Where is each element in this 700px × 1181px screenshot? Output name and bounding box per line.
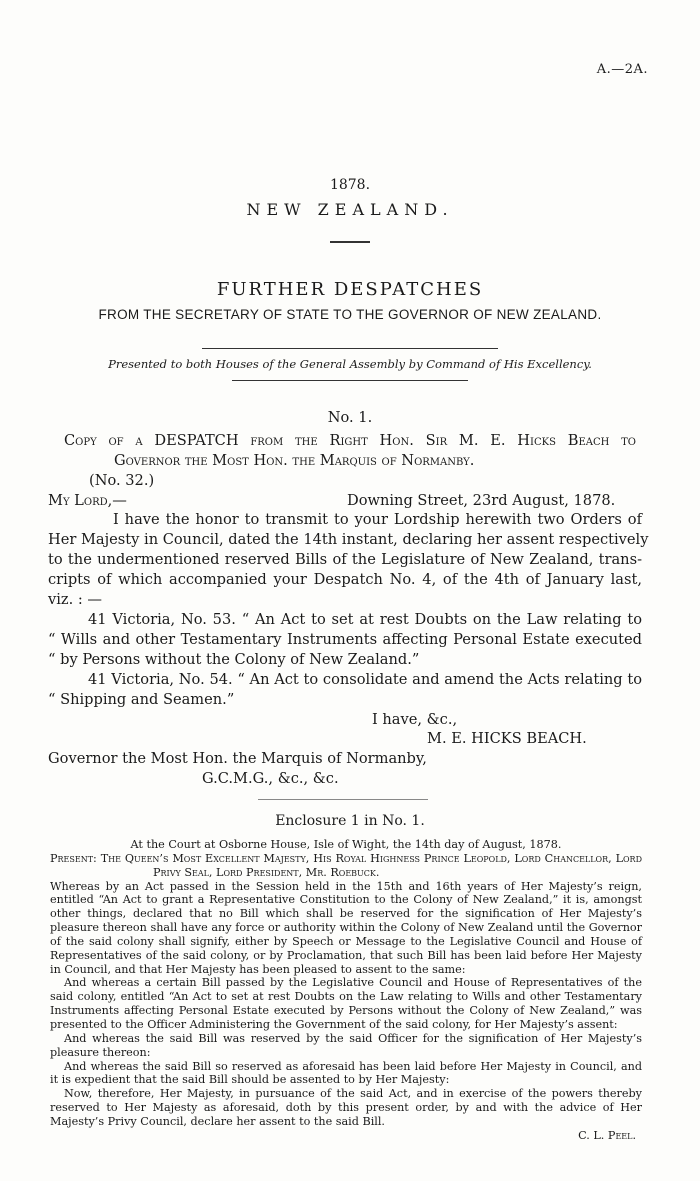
salutation: My Lord,— [48, 492, 127, 509]
despatch-number: No. 1. [327, 409, 373, 426]
divider-short [330, 241, 370, 243]
divider-enclosure [258, 799, 428, 800]
enclosure-body [50, 838, 642, 1143]
enclosure-heading: Enclosure 1 in No. 1. [275, 813, 425, 829]
paper-code: A.—2A. [596, 62, 648, 77]
order-paragraph: And whereas the said Bill was reserved by the said Officer for the signification of Her Majesty’s pleasure thereon: [50, 1031, 642, 1059]
para-line: to the undermentioned reserved Bills of the Legislature of New Zealand, trans- [48, 551, 642, 568]
addressee-line-1: Governor the Most Hon. the Marquis of Normanby, [48, 750, 427, 767]
order-paragraph: Now, therefore, Her Majesty, in pursuance of the said Act, and in exercise of the powers thereby reserved to Her Majesty as aforesaid, doth by this present order, by and with the advice of Her Majesty’s Privy Council, declare her assent to the said Bill. [50, 1087, 642, 1128]
court-line: At the Court at Osborne House, Isle of Wight, the 14th day of August, 1878. [130, 838, 562, 851]
present-line: Present: The Queen’s Most Excellent Majesty, His Royal Highness Prince Leopold, Lord Chancellor, Lord Privy Seal, Lord President, Mr. Roebuck. [50, 851, 642, 879]
despatch-reference: (No. 32.) [89, 472, 155, 489]
addressee-line-2: G.C.M.G., &c., &c. [202, 770, 339, 787]
act-item-line: “ Wills and other Testamentary Instruments affecting Personal Estate executed [48, 631, 642, 648]
order-paragraph: And whereas the said Bill so reserved as aforesaid has been laid before Her Majesty in Council, and it is expedient that the said Bill should be assented to by Her Majesty: [50, 1059, 642, 1087]
closing: I have, &c., [372, 711, 458, 728]
place-date: Downing Street, 23rd August, 1878. [347, 492, 616, 509]
document-subtitle: FROM THE SECRETARY OF STATE TO THE GOVERNOR OF NEW ZEALAND. [98, 307, 602, 322]
order-paragraph: Whereas by an Act passed in the Session held in the 15th and 16th years of Her Majesty’s reign, entitled “An Act to grant a Representative Constitution to the Colony of New Zealand,” it is, amongst other things, declared that no Bill which shall be reserved for the signification of Her Majesty’s pleasure thereon shall have any force or authority within the Colony of New Zealand until the Governor of the said colony shall signify, either by Speech or Message to the Legislative Council and House of Representatives of the said colony, or by Proclamation, that such Bill has been laid before Her Majesty in Council, and that Her Majesty has been pleased to assent to the same: [50, 879, 642, 976]
act-item-line: 41 Victoria, No. 53. “ An Act to set at rest Doubts on the Law relating to [88, 611, 642, 628]
country-heading: NEW ZEALAND. [246, 200, 454, 219]
year: 1878. [329, 177, 371, 193]
divider-presented-bottom [232, 380, 468, 381]
document-title: FURTHER DESPATCHES [216, 279, 484, 300]
presented-line: Presented to both Houses of the General Assembly by Command of His Excellency. [108, 357, 592, 371]
para-line: cripts of which accompanied your Despatch No. 4, of the 4th of January last, [48, 571, 642, 588]
act-item-line: “ Shipping and Seamen.” [48, 691, 235, 708]
act-item-line: “ by Persons without the Colony of New Zealand.” [48, 651, 420, 668]
despatch-copy-line-1: Copy of a DESPATCH from the Right Hon. Sir M. E. Hicks Beach to [64, 432, 636, 449]
para-line: Her Majesty in Council, dated the 14th instant, declaring her assent respectively [48, 531, 649, 548]
act-item-line: 41 Victoria, No. 54. “ An Act to consolidate and amend the Acts relating to [88, 671, 642, 688]
despatch-copy-line-2: Governor the Most Hon. the Marquis of Normanby. [114, 452, 475, 469]
divider-presented-top [202, 348, 498, 349]
enclosure-signature: C. L. Peel. [578, 1128, 636, 1142]
para-line: I have the honor to transmit to your Lordship herewith two Orders of [113, 511, 642, 528]
order-paragraph: And whereas a certain Bill passed by the Legislative Council and House of Representatives of the said colony, entitled “An Act to set at rest Doubts on the Law relating to Wills and other Testamentary Instruments affecting Personal Estate executed by Persons without the Colony of New Zealand,” was presented to the Officer Administering the Government of the said colony, for Her Majesty’s assent: [50, 976, 642, 1031]
para-line: viz. : — [48, 591, 103, 608]
signature: M. E. HICKS BEACH. [427, 730, 587, 747]
